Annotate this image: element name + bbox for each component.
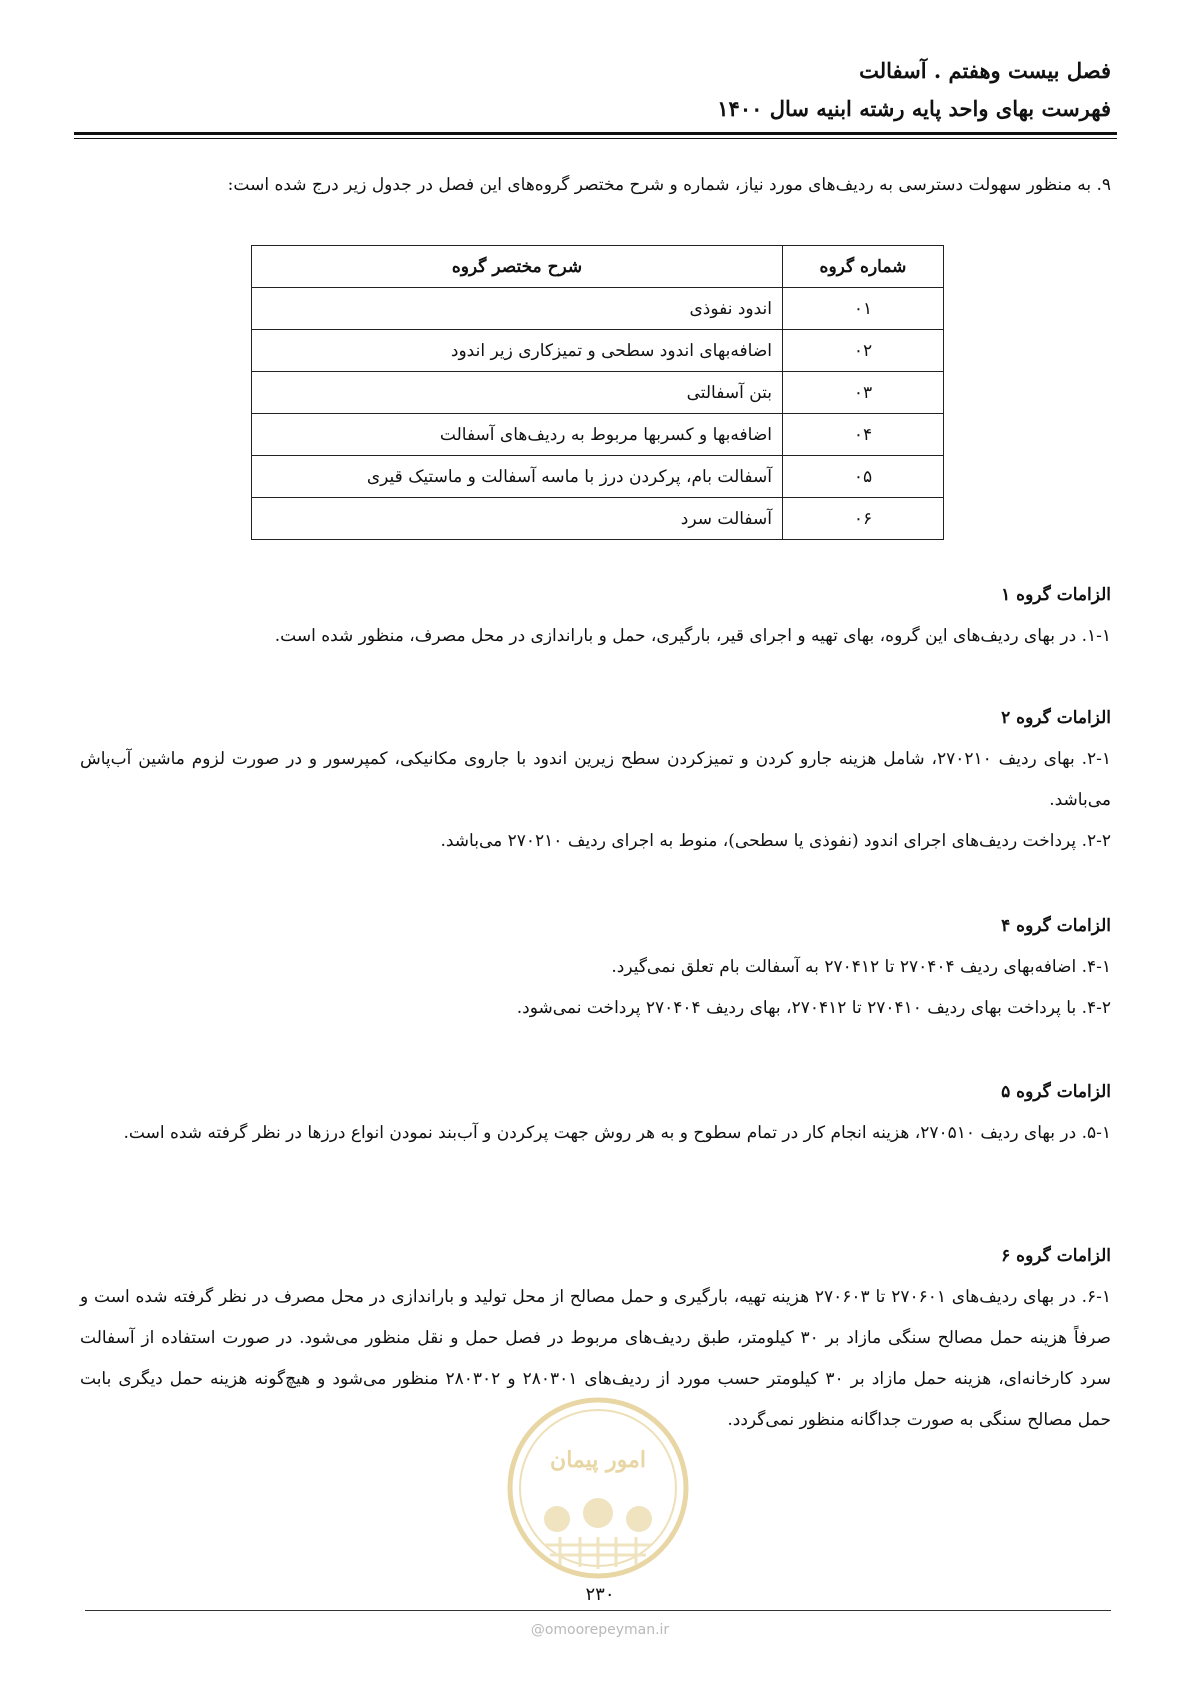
section-paragraph: ۱-۱. در بهای ردیف‌های این گروه، بهای تهیه و اجرای قیر، بارگیری، حمل و باراندازی در محل مصرف، منظور شده است.: [274, 626, 1111, 646]
page-header: [80, 55, 1111, 125]
group-number: ۰۲: [783, 330, 944, 372]
header-divider-thick: [74, 132, 1117, 135]
group-description: بتن آسفالتی: [252, 372, 783, 414]
table-row: [252, 498, 944, 540]
group-description: آسفالت سرد: [252, 498, 783, 540]
table-row: [252, 372, 944, 414]
section-paragraph: ۲-۲. پرداخت ردیف‌های اجرای اندود (نفوذی یا سطحی)، منوط به اجرای ردیف ۲۷۰۲۱۰ می‌باشد.: [440, 831, 1111, 851]
section-heading: الزامات گروه ۱: [1001, 585, 1111, 605]
catalog-title: فهرست بهای واحد پایه رشته ابنیه سال ۱۴۰۰: [717, 96, 1111, 121]
group-description: آسفالت بام، پرکردن درز با ماسه آسفالت و ماستیک قیری: [252, 456, 783, 498]
footer-divider: [85, 1610, 1111, 1611]
section-heading: الزامات گروه ۲: [1001, 708, 1111, 728]
column-header-description: شرح مختصر گروه: [252, 246, 783, 288]
header-divider-thin: [74, 138, 1117, 139]
section-paragraph: ۲-۱. بهای ردیف ۲۷۰۲۱۰، شامل هزینه جارو کردن و تمیزکردن سطح زیرین اندود با جاروی مکانیکی، کمپرسور و در صورت لزوم ماشین آب‌پاش می‌باشد.: [80, 749, 1112, 810]
section-paragraph: ۴-۱. اضافه‌بهای ردیف ۲۷۰۴۰۴ تا ۲۷۰۴۱۲ به آسفالت بام تعلق نمی‌گیرد.: [611, 957, 1111, 977]
section-group-5: [80, 1072, 1111, 1154]
table-row: [252, 330, 944, 372]
group-description: اضافه‌بهای اندود سطحی و تمیزکاری زیر اندود: [252, 330, 783, 372]
section-paragraph: ۴-۲. با پرداخت بهای ردیف ۲۷۰۴۱۰ تا ۲۷۰۴۱۲، بهای ردیف ۲۷۰۴۰۴ پرداخت نمی‌شود.: [516, 998, 1111, 1018]
group-number: ۰۱: [783, 288, 944, 330]
section-group-4: [80, 906, 1111, 1029]
page-number: ۲۳۰: [585, 1584, 615, 1605]
seal-text: امور پیمان: [550, 1447, 646, 1473]
chapter-title: فصل بیست وهفتم . آسفالت: [859, 58, 1111, 83]
section-group-1: [80, 575, 1111, 657]
intro-paragraph: ۹. به منظور سهولت دسترسی به ردیف‌های مورد نیاز، شماره و شرح مختصر گروه‌های این فصل در جدول زیر درج شده است:: [227, 175, 1111, 195]
group-number: ۰۶: [783, 498, 944, 540]
table-row: [252, 288, 944, 330]
group-description: اندود نفوذی: [252, 288, 783, 330]
group-number: ۰۳: [783, 372, 944, 414]
section-paragraph: ۵-۱. در بهای ردیف ۲۷۰۵۱۰، هزینه انجام کار در تمام سطوح و به هر روش جهت پرکردن و آب‌بند نمودن انواع درزها در نظر گرفته شده است.: [123, 1123, 1111, 1143]
column-header-number: شماره گروه: [783, 246, 944, 288]
group-description: اضافه‌بها و کسربها مربوط به ردیف‌های آسفالت: [252, 414, 783, 456]
group-number: ۰۵: [783, 456, 944, 498]
section-heading: الزامات گروه ۶: [1001, 1246, 1111, 1266]
section-group-2: [80, 698, 1111, 862]
section-heading: الزامات گروه ۴: [1001, 916, 1111, 936]
section-paragraph: ۶-۱. در بهای ردیف‌های ۲۷۰۶۰۱ تا ۲۷۰۶۰۳ هزینه تهیه، بارگیری و حمل مصالح از محل تولید و باراندازی در محل مصرف در نظر گرفته شده است و صرفاً هزینه حمل مصالح سنگی مازاد بر ۳۰ کیلومتر، طبق ردیف‌های مربوط در فصل حمل و نقل منظور می‌شود. در صورت استفاده از آسفالت سرد کارخانه‌ای، هزینه حمل مازاد بر ۳۰ کیلومتر حسب مورد از ردیف‌های ۲۸۰۳۰۱ و ۲۸۰۳۰۲ منظور می‌شود و هیچ‌گونه هزینه حمل دیگری بابت حمل مصالح سنگی به صورت جداگانه منظور نمی‌گردد.: [80, 1287, 1111, 1430]
table-row: [252, 456, 944, 498]
section-heading: الزامات گروه ۵: [1001, 1082, 1111, 1102]
table-header-row: [252, 246, 944, 288]
seal-watermark-icon: [505, 1395, 691, 1581]
groups-table: [251, 245, 944, 540]
website-watermark: @omoorepeyman.ir: [530, 1622, 670, 1638]
group-number: ۰۴: [783, 414, 944, 456]
table-row: [252, 414, 944, 456]
